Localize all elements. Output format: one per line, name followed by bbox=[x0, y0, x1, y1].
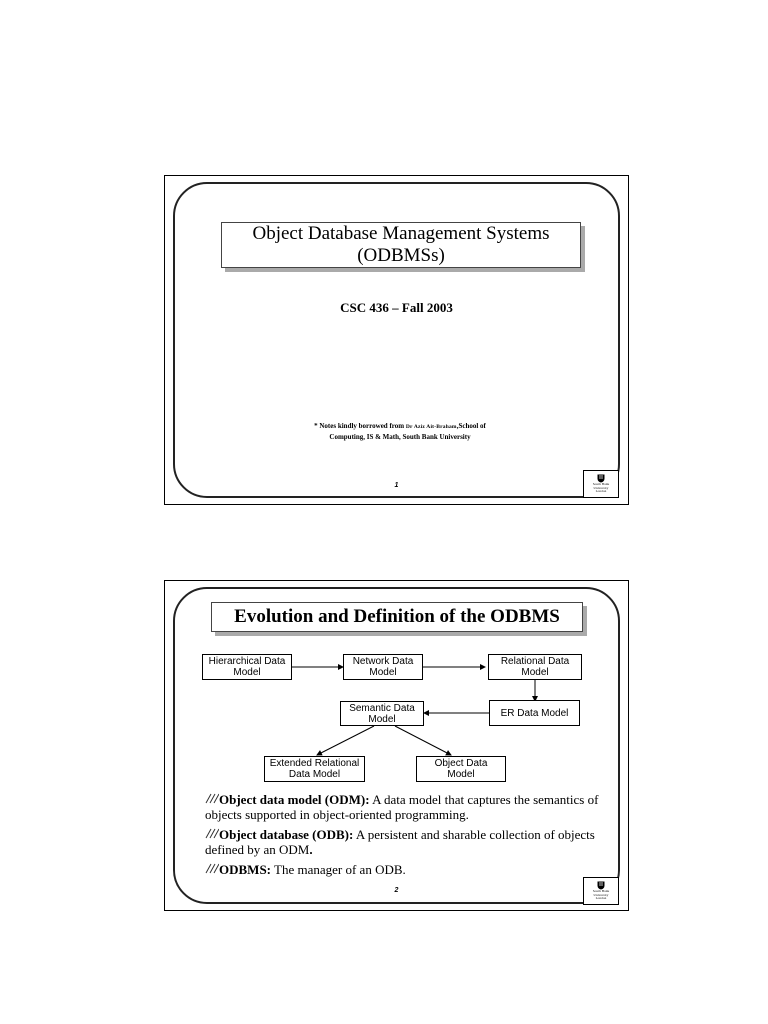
note-prefix: * Notes kindly borrowed from bbox=[314, 422, 406, 430]
box-hierarchical-model bbox=[202, 654, 292, 680]
bullet-term: Object data model (ODM): bbox=[219, 792, 370, 807]
slash-bullet-icon bbox=[205, 863, 219, 874]
bullet-term: Object database (ODB): bbox=[219, 827, 354, 842]
box-object-data-model bbox=[416, 756, 506, 782]
page-number: 1 bbox=[394, 482, 399, 489]
box-label: Model bbox=[521, 667, 549, 678]
bullet-odm bbox=[205, 792, 605, 822]
box-label: Hierarchical Data bbox=[208, 656, 286, 667]
arrow-semantic-to-object bbox=[395, 726, 451, 755]
bullet-odbms bbox=[205, 862, 605, 877]
evolution-diagram bbox=[165, 581, 628, 791]
slide-1 bbox=[164, 175, 629, 505]
box-label: Extended Relational bbox=[269, 758, 360, 769]
slash-bullet-icon bbox=[205, 828, 219, 839]
box-extended-relational-model bbox=[264, 756, 365, 782]
definition-list bbox=[205, 792, 605, 882]
credit-note bbox=[275, 421, 525, 442]
box-label: Relational Data bbox=[500, 656, 570, 667]
logo-text-1: South Bank bbox=[592, 482, 610, 486]
note-suffix: ,School of bbox=[456, 422, 486, 430]
box-label: Object Data bbox=[434, 758, 488, 769]
bullet-text: The manager of an ODB. bbox=[271, 862, 406, 877]
course-subtitle: CSC 436 – Fall 2003 bbox=[340, 300, 453, 315]
bullet-text: A data model that captures the semantics of objects supported in object-oriented programming. bbox=[205, 792, 599, 822]
title-line-2: (ODBMSs) bbox=[357, 245, 445, 266]
box-relational-model bbox=[488, 654, 582, 680]
logo-text-1: South Bank bbox=[592, 889, 610, 893]
box-er-model bbox=[489, 700, 580, 726]
box-label: Model bbox=[369, 667, 397, 678]
box-label: ER Data Model bbox=[500, 708, 569, 719]
box-label: Network Data bbox=[352, 656, 414, 667]
university-logo bbox=[583, 877, 619, 905]
box-label: Data Model bbox=[288, 769, 341, 780]
slash-bullet-icon bbox=[205, 793, 219, 804]
box-label: Model bbox=[368, 714, 396, 725]
box-network-model bbox=[343, 654, 423, 680]
bullet-text: A persistent and sharable collection of objects defined by an ODM bbox=[205, 827, 595, 857]
logo-text-3: London bbox=[595, 489, 607, 494]
box-semantic-model bbox=[340, 701, 424, 726]
logo-text-2: University bbox=[593, 892, 609, 897]
title-line-1: Object Database Management Systems bbox=[252, 223, 550, 244]
box-label: Model bbox=[447, 769, 475, 780]
bullet-term: ODBMS: bbox=[219, 862, 271, 877]
logo-text-2: University bbox=[593, 485, 609, 490]
logo-text-3: London bbox=[595, 896, 607, 901]
bullet-suffix: . bbox=[309, 842, 313, 857]
arrow-semantic-to-extended bbox=[317, 726, 374, 755]
university-logo bbox=[583, 470, 619, 498]
box-label: Semantic Data bbox=[349, 703, 415, 714]
slide-title bbox=[221, 222, 581, 268]
box-label: Model bbox=[233, 667, 261, 678]
slide-title: Evolution and Definition of the ODBMS bbox=[211, 602, 583, 632]
note-line-2: Computing, IS & Math, South Bank University bbox=[329, 433, 471, 441]
page-number: 2 bbox=[394, 887, 399, 894]
slide-2 bbox=[164, 580, 629, 911]
bullet-odb bbox=[205, 827, 605, 857]
note-author: Dr Aziz Ait-Braham bbox=[405, 424, 457, 430]
